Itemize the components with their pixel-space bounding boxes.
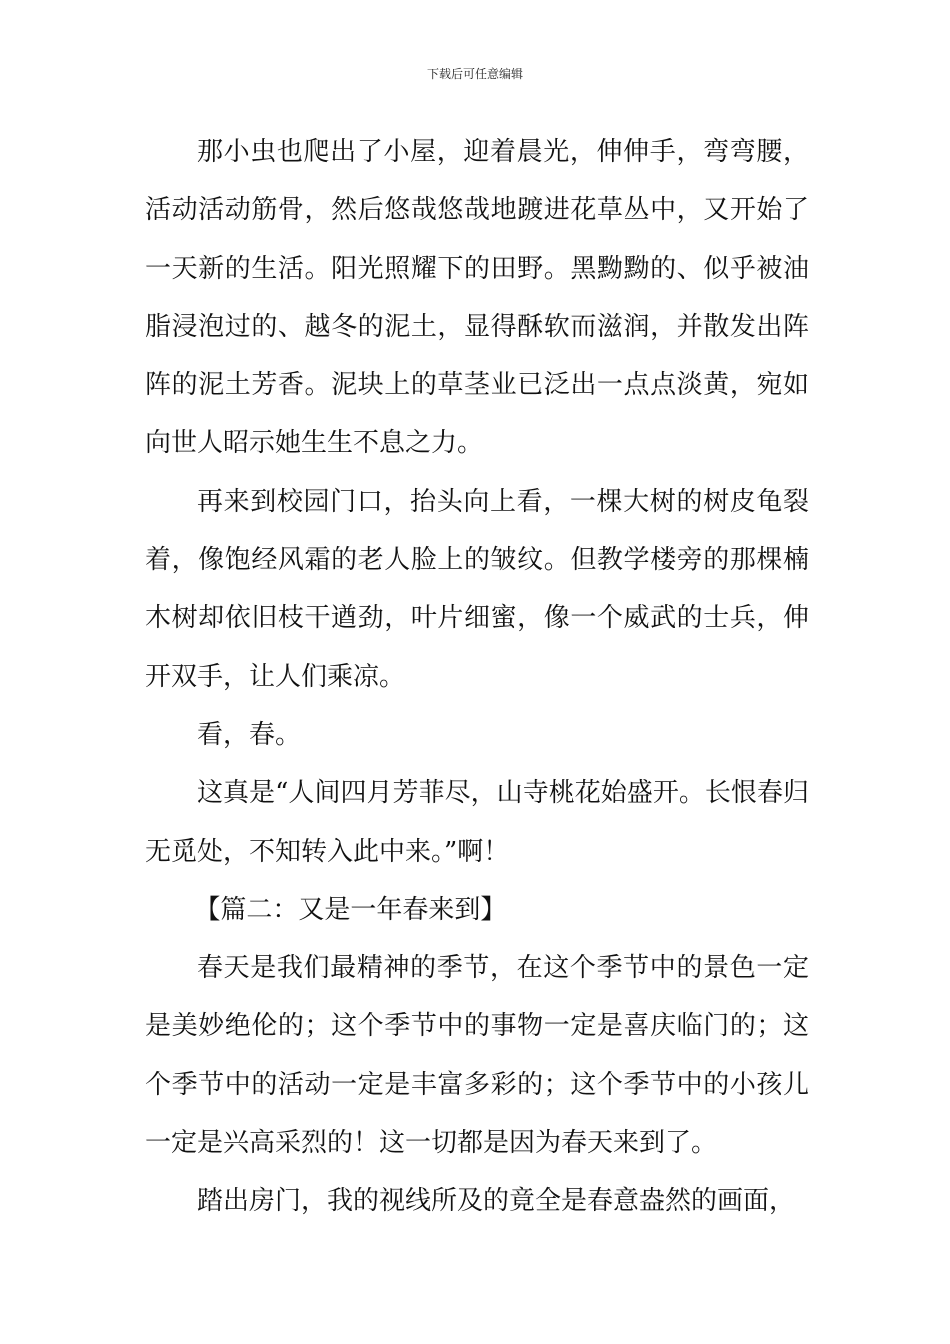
paragraph-school-gate: 再来到校园门口，抬头向上看，一棵大树的树皮龟裂着，像饱经风霜的老人脸上的皱纹。但教学楼旁的那棵楠木树却依旧枝干遒劲，叶片细蜜，像一个威武的士兵，伸开双手，让人们乘凉。 (145, 486, 809, 692)
paragraph-spring-season: 春天是我们最精神的季节，在这个季节中的景色一定是美妙绝伦的；这个季节中的事物一定是喜庆临门的；这个季节中的活动一定是丰富多彩的；这个季节中的小孩儿一定是兴高采烈的！这一切都是因为春天来到了。 (145, 953, 809, 1159)
document-body (145, 123, 809, 1231)
paragraph-step-outside: 踏出房门，我的视线所及的竟全是春意盎然的画面， (197, 1186, 796, 1217)
paragraph-poem-quote: 这真是“人间四月芳菲尽，山寺桃花始盛开。长恨春归无觅处，不知转入此中来。”啊！ (145, 778, 809, 867)
page-header: 下载后可任意编辑 (426, 67, 523, 81)
section-heading: 【篇二：又是一年春来到】 (194, 894, 507, 925)
paragraph-look-spring: 看，春。 (197, 719, 302, 750)
paragraph-insect-morning: 那小虫也爬出了小屋，迎着晨光，伸伸手，弯弯腰，活动活动筋骨，然后悠哉悠哉地踱进花草丛中，又开始了一天新的生活。阳光照耀下的田野。黑黝黝的、似乎被油脂浸泡过的、越冬的泥土，显得酥软而滋润，并散发出阵阵的泥土芳香。泥块上的草茎业已泛出一点点淡黄，宛如向世人昭示她生生不息之力。 (145, 137, 809, 459)
